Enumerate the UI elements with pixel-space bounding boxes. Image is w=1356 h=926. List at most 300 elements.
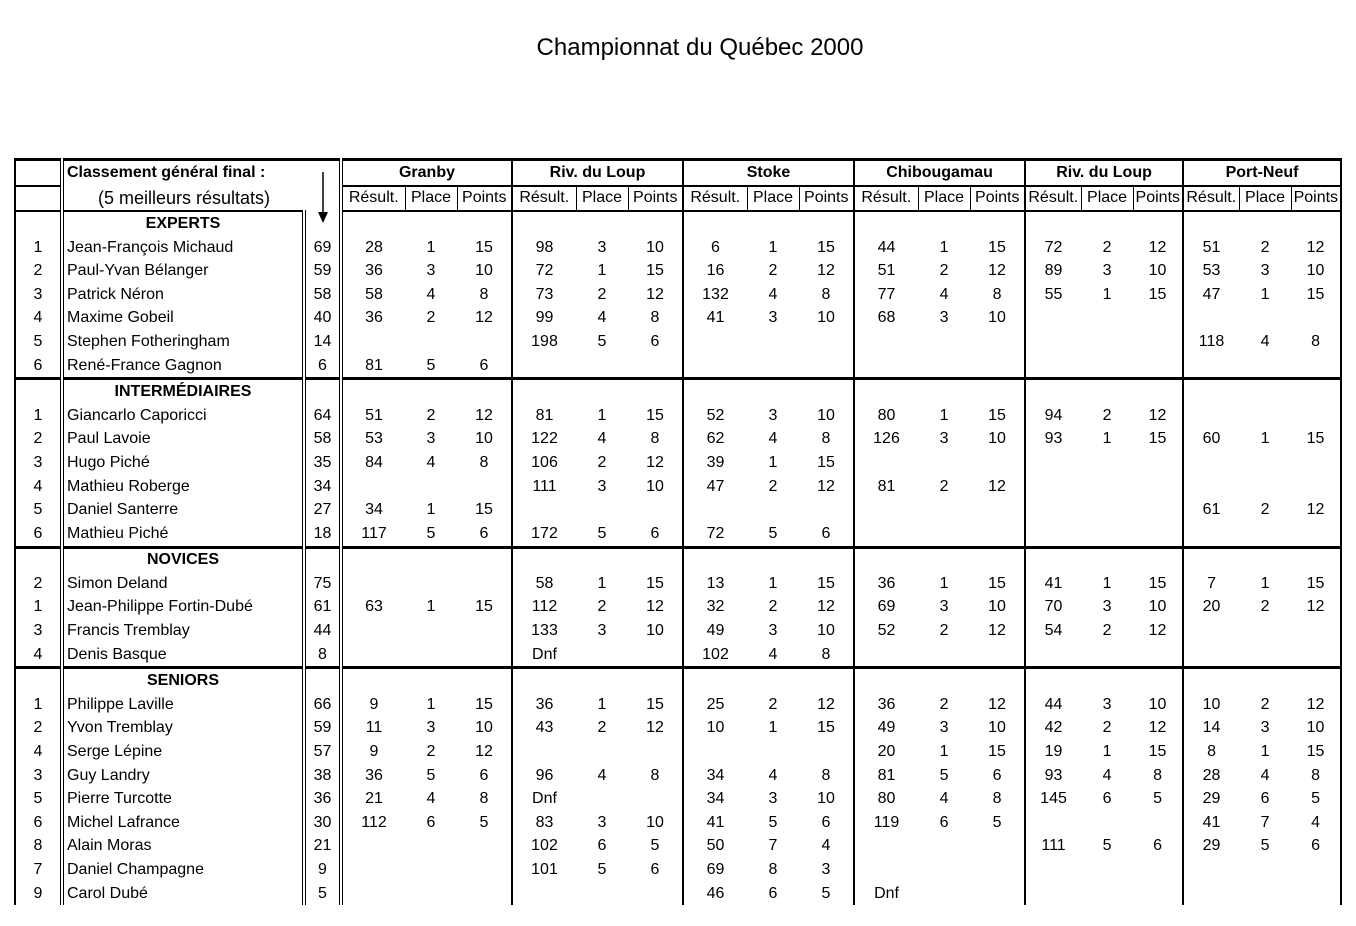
column-subheader: Place bbox=[918, 186, 970, 212]
event-header: Stoke bbox=[683, 160, 854, 186]
place-cell: 3 bbox=[768, 622, 778, 640]
place-cell: 2 bbox=[1260, 238, 1270, 256]
category-blank bbox=[683, 211, 747, 236]
category-blank bbox=[1025, 379, 1081, 404]
points-cell bbox=[1133, 858, 1183, 882]
standings-table bbox=[14, 158, 1342, 905]
category-rank-blank bbox=[15, 668, 62, 693]
total-points: 30 bbox=[313, 813, 332, 831]
result-cell: 98 bbox=[512, 236, 576, 260]
place-cell: 1 bbox=[768, 574, 778, 592]
result-cell: 112 bbox=[341, 811, 405, 835]
place-cell bbox=[1239, 858, 1291, 882]
result-cell: 122 bbox=[512, 428, 576, 452]
place-cell bbox=[747, 740, 799, 764]
points-cell bbox=[1291, 307, 1341, 331]
place-cell bbox=[1239, 882, 1291, 906]
place-cell bbox=[918, 882, 970, 906]
place-cell bbox=[747, 330, 799, 354]
place-cell: 2 bbox=[768, 262, 778, 280]
result-cell bbox=[683, 354, 747, 379]
result-cell bbox=[1025, 522, 1081, 547]
table-row bbox=[15, 404, 1341, 428]
category-blank bbox=[405, 211, 457, 236]
points-cell bbox=[799, 330, 854, 354]
points-cell bbox=[799, 498, 854, 522]
rank-cell: 2 bbox=[15, 572, 62, 596]
points-cell: 15 bbox=[1291, 740, 1341, 764]
category-blank bbox=[341, 211, 405, 236]
points-cell: 15 bbox=[475, 695, 493, 713]
competitor-name: Alain Moras bbox=[62, 835, 304, 859]
place-cell: 2 bbox=[939, 695, 949, 713]
category-blank bbox=[1183, 211, 1239, 236]
column-subheader: Résult. bbox=[683, 186, 747, 212]
result-cell: 10 bbox=[1183, 693, 1239, 717]
points-cell: 8 bbox=[992, 790, 1002, 808]
points-cell bbox=[628, 740, 683, 764]
points-cell: 15 bbox=[646, 695, 664, 713]
result-cell: 34 bbox=[683, 764, 747, 788]
result-cell: 60 bbox=[1183, 428, 1239, 452]
points-cell bbox=[457, 835, 512, 859]
header-row-events bbox=[15, 160, 1341, 186]
result-cell: 28 bbox=[341, 236, 405, 260]
result-cell: 21 bbox=[341, 787, 405, 811]
result-cell bbox=[512, 882, 576, 906]
total-points: 66 bbox=[313, 695, 332, 713]
table-row bbox=[15, 787, 1341, 811]
place-cell: 3 bbox=[1102, 262, 1112, 280]
table-row bbox=[15, 522, 1341, 547]
points-cell: 12 bbox=[646, 285, 664, 303]
place-cell: 1 bbox=[1260, 430, 1270, 448]
result-cell: Dnf bbox=[854, 882, 918, 906]
category-blank bbox=[1183, 668, 1239, 693]
category-blank bbox=[918, 547, 970, 572]
competitor-name: Patrick Néron bbox=[62, 283, 304, 307]
result-cell bbox=[854, 451, 918, 475]
result-cell bbox=[512, 498, 576, 522]
place-cell: 3 bbox=[939, 719, 949, 737]
result-cell: 51 bbox=[341, 404, 405, 428]
result-cell: Dnf bbox=[512, 643, 576, 668]
points-cell: 15 bbox=[988, 406, 1006, 424]
result-cell: 111 bbox=[512, 475, 576, 499]
category-total-blank bbox=[304, 668, 341, 693]
result-cell: 41 bbox=[1183, 811, 1239, 835]
header-rank-blank bbox=[15, 160, 62, 186]
category-blank bbox=[512, 668, 576, 693]
result-cell: 50 bbox=[683, 835, 747, 859]
table-row bbox=[15, 811, 1341, 835]
category-blank bbox=[628, 547, 683, 572]
place-cell bbox=[1081, 882, 1133, 906]
column-subheader: Place bbox=[576, 186, 628, 212]
points-cell: 10 bbox=[646, 622, 664, 640]
result-cell: 14 bbox=[1183, 717, 1239, 741]
result-cell: 68 bbox=[854, 307, 918, 331]
header-total-blank bbox=[304, 160, 341, 186]
place-cell bbox=[1239, 643, 1291, 668]
points-cell: 6 bbox=[479, 356, 489, 374]
rank-cell: 6 bbox=[15, 522, 62, 547]
place-cell bbox=[576, 354, 628, 379]
total-points: 21 bbox=[313, 837, 332, 855]
rank-cell: 9 bbox=[15, 882, 62, 906]
place-cell: 4 bbox=[597, 766, 607, 784]
place-cell: 1 bbox=[939, 406, 949, 424]
category-blank bbox=[628, 211, 683, 236]
result-cell: 58 bbox=[512, 572, 576, 596]
table-row bbox=[15, 498, 1341, 522]
result-cell bbox=[1025, 811, 1081, 835]
category-blank bbox=[1025, 211, 1081, 236]
points-cell: 8 bbox=[479, 285, 489, 303]
points-cell: 12 bbox=[1291, 498, 1341, 522]
result-cell: 49 bbox=[854, 717, 918, 741]
total-points: 6 bbox=[318, 356, 327, 374]
category-heading: INTERMÉDIAIRES bbox=[62, 379, 304, 404]
result-cell: 172 bbox=[512, 522, 576, 547]
result-cell: 10 bbox=[683, 717, 747, 741]
header-total-blank bbox=[304, 186, 341, 212]
place-cell: 3 bbox=[1102, 598, 1112, 616]
points-cell: 6 bbox=[650, 861, 660, 879]
category-blank bbox=[1081, 668, 1133, 693]
result-cell bbox=[341, 475, 405, 499]
result-cell: 20 bbox=[1183, 596, 1239, 620]
points-cell: 6 bbox=[1153, 837, 1162, 855]
result-cell: 80 bbox=[854, 404, 918, 428]
result-cell: Dnf bbox=[512, 787, 576, 811]
place-cell: 1 bbox=[768, 719, 778, 737]
place-cell: 5 bbox=[597, 524, 607, 542]
total-points: 18 bbox=[313, 524, 332, 542]
category-blank bbox=[405, 379, 457, 404]
place-cell bbox=[747, 498, 799, 522]
table-row bbox=[15, 330, 1341, 354]
points-cell: 15 bbox=[475, 598, 493, 616]
category-blank bbox=[970, 668, 1025, 693]
category-blank bbox=[1183, 379, 1239, 404]
category-rank-blank bbox=[15, 547, 62, 572]
result-cell bbox=[683, 498, 747, 522]
result-cell: 43 bbox=[512, 717, 576, 741]
competitor-name: Daniel Santerre bbox=[62, 498, 304, 522]
category-blank bbox=[341, 547, 405, 572]
column-subheader: Place bbox=[1081, 186, 1133, 212]
points-cell: 15 bbox=[988, 238, 1006, 256]
points-cell: 15 bbox=[646, 262, 664, 280]
result-cell bbox=[1025, 858, 1081, 882]
points-cell bbox=[1291, 475, 1341, 499]
column-subheader: Points bbox=[1291, 186, 1341, 212]
points-cell bbox=[799, 354, 854, 379]
result-cell bbox=[1183, 451, 1239, 475]
points-cell: 12 bbox=[988, 622, 1006, 640]
place-cell bbox=[1081, 307, 1133, 331]
place-cell: 2 bbox=[426, 309, 436, 327]
rank-cell: 5 bbox=[15, 330, 62, 354]
category-heading: SENIORS bbox=[62, 668, 304, 693]
total-points: 59 bbox=[313, 719, 332, 737]
category-heading: NOVICES bbox=[62, 547, 304, 572]
category-total-blank bbox=[304, 547, 341, 572]
points-cell bbox=[457, 572, 512, 596]
category-blank bbox=[1291, 668, 1341, 693]
points-cell bbox=[1133, 882, 1183, 906]
place-cell: 1 bbox=[1102, 574, 1112, 592]
points-cell: 8 bbox=[1153, 766, 1162, 784]
points-cell: 10 bbox=[475, 262, 493, 280]
table-row bbox=[15, 835, 1341, 859]
column-subheader: Points bbox=[457, 186, 512, 212]
points-cell: 4 bbox=[821, 837, 831, 855]
category-blank bbox=[1025, 547, 1081, 572]
place-cell: 3 bbox=[1260, 719, 1270, 737]
points-cell bbox=[970, 882, 1025, 906]
points-cell bbox=[628, 354, 683, 379]
place-cell: 1 bbox=[1102, 743, 1112, 761]
result-cell: 70 bbox=[1025, 596, 1081, 620]
place-cell: 3 bbox=[597, 238, 607, 256]
place-cell bbox=[918, 498, 970, 522]
place-cell: 2 bbox=[426, 406, 436, 424]
points-cell: 15 bbox=[1148, 285, 1167, 303]
result-cell: 9 bbox=[341, 740, 405, 764]
category-blank bbox=[747, 547, 799, 572]
category-blank bbox=[799, 668, 854, 693]
place-cell: 4 bbox=[1260, 766, 1270, 784]
points-cell: 10 bbox=[817, 622, 835, 640]
classement-label: Classement général final : bbox=[62, 160, 304, 186]
place-cell bbox=[918, 354, 970, 379]
category-blank bbox=[1081, 211, 1133, 236]
place-cell bbox=[405, 330, 457, 354]
points-cell: 3 bbox=[821, 861, 831, 879]
place-cell: 2 bbox=[939, 477, 949, 495]
total-points: 59 bbox=[313, 262, 332, 280]
result-cell: 106 bbox=[512, 451, 576, 475]
result-cell: 126 bbox=[854, 428, 918, 452]
points-cell: 10 bbox=[646, 813, 664, 831]
place-cell: 4 bbox=[768, 430, 778, 448]
points-cell: 6 bbox=[821, 813, 831, 831]
category-blank bbox=[341, 379, 405, 404]
competitor-name: Maxime Gobeil bbox=[62, 307, 304, 331]
place-cell: 1 bbox=[1102, 285, 1112, 303]
category-blank bbox=[854, 668, 918, 693]
result-cell bbox=[1183, 643, 1239, 668]
result-cell: 72 bbox=[683, 522, 747, 547]
table-row bbox=[15, 643, 1341, 668]
points-cell: 8 bbox=[1291, 330, 1341, 354]
table-row bbox=[15, 882, 1341, 906]
place-cell bbox=[918, 451, 970, 475]
total-points: 61 bbox=[313, 598, 332, 616]
column-subheader: Points bbox=[628, 186, 683, 212]
column-subheader: Résult. bbox=[512, 186, 576, 212]
points-cell: 10 bbox=[817, 790, 835, 808]
points-cell: 15 bbox=[475, 238, 493, 256]
table-row bbox=[15, 236, 1341, 260]
points-cell: 10 bbox=[475, 719, 493, 737]
place-cell: 1 bbox=[597, 262, 607, 280]
points-cell: 15 bbox=[1291, 283, 1341, 307]
result-cell: 62 bbox=[683, 428, 747, 452]
category-blank bbox=[1133, 668, 1183, 693]
place-cell: 2 bbox=[768, 598, 778, 616]
result-cell: 63 bbox=[341, 596, 405, 620]
result-cell bbox=[341, 572, 405, 596]
result-cell bbox=[854, 498, 918, 522]
result-cell bbox=[1183, 619, 1239, 643]
result-cell: 55 bbox=[1025, 283, 1081, 307]
result-cell: 36 bbox=[341, 764, 405, 788]
category-blank bbox=[918, 668, 970, 693]
total-points: 35 bbox=[313, 453, 332, 471]
points-cell: 15 bbox=[1291, 428, 1341, 452]
rank-cell: 8 bbox=[15, 835, 62, 859]
total-points: 64 bbox=[313, 406, 332, 424]
category-blank bbox=[1291, 547, 1341, 572]
points-cell: 8 bbox=[821, 766, 831, 784]
total-points: 34 bbox=[313, 477, 332, 495]
table-row bbox=[15, 259, 1341, 283]
points-cell: 12 bbox=[1291, 236, 1341, 260]
result-cell bbox=[683, 330, 747, 354]
category-row bbox=[15, 379, 1341, 404]
event-header: Granby bbox=[341, 160, 512, 186]
result-cell bbox=[1183, 307, 1239, 331]
place-cell: 1 bbox=[426, 238, 436, 256]
result-cell: 29 bbox=[1183, 835, 1239, 859]
points-cell bbox=[799, 740, 854, 764]
points-cell: 8 bbox=[650, 430, 660, 448]
category-blank bbox=[341, 668, 405, 693]
result-cell: 101 bbox=[512, 858, 576, 882]
place-cell: 2 bbox=[939, 262, 949, 280]
competitor-name: Yvon Tremblay bbox=[62, 717, 304, 741]
place-cell: 4 bbox=[426, 285, 436, 303]
points-cell bbox=[1291, 882, 1341, 906]
points-cell bbox=[628, 498, 683, 522]
place-cell bbox=[918, 330, 970, 354]
place-cell bbox=[576, 882, 628, 906]
competitor-name: Michel Lafrance bbox=[62, 811, 304, 835]
category-blank bbox=[457, 668, 512, 693]
place-cell bbox=[918, 522, 970, 547]
rank-cell: 3 bbox=[15, 283, 62, 307]
points-cell bbox=[970, 835, 1025, 859]
place-cell: 2 bbox=[597, 598, 607, 616]
place-cell: 7 bbox=[768, 837, 778, 855]
points-cell bbox=[628, 787, 683, 811]
category-blank bbox=[576, 547, 628, 572]
result-cell: 19 bbox=[1025, 740, 1081, 764]
points-cell bbox=[1133, 330, 1183, 354]
result-cell: 36 bbox=[341, 307, 405, 331]
points-cell: 12 bbox=[988, 695, 1006, 713]
table-row bbox=[15, 596, 1341, 620]
place-cell: 5 bbox=[597, 332, 607, 350]
result-cell bbox=[1183, 882, 1239, 906]
rank-cell: 1 bbox=[15, 236, 62, 260]
points-cell bbox=[1291, 619, 1341, 643]
category-blank bbox=[628, 668, 683, 693]
result-cell: 41 bbox=[683, 811, 747, 835]
points-cell: 10 bbox=[475, 430, 493, 448]
place-cell: 1 bbox=[597, 574, 607, 592]
place-cell: 4 bbox=[768, 645, 778, 663]
competitor-name: Paul-Yvan Bélanger bbox=[62, 259, 304, 283]
category-blank bbox=[1133, 547, 1183, 572]
result-cell: 44 bbox=[1025, 693, 1081, 717]
column-subheader: Place bbox=[747, 186, 799, 212]
result-cell: 42 bbox=[1025, 717, 1081, 741]
place-cell bbox=[1239, 475, 1291, 499]
result-cell: 84 bbox=[341, 451, 405, 475]
points-cell: 10 bbox=[817, 406, 835, 424]
result-cell bbox=[1025, 451, 1081, 475]
points-cell bbox=[1133, 643, 1183, 668]
points-cell: 10 bbox=[1148, 598, 1167, 616]
rank-cell: 2 bbox=[15, 717, 62, 741]
points-cell bbox=[457, 882, 512, 906]
result-cell: 81 bbox=[341, 354, 405, 379]
result-cell: 58 bbox=[341, 283, 405, 307]
points-cell bbox=[1291, 354, 1341, 379]
rank-cell: 3 bbox=[15, 764, 62, 788]
page-title: Championnat du Québec 2000 bbox=[536, 34, 864, 61]
place-cell: 3 bbox=[426, 430, 436, 448]
result-cell: 81 bbox=[854, 475, 918, 499]
points-cell: 10 bbox=[1291, 717, 1341, 741]
category-blank bbox=[1025, 668, 1081, 693]
place-cell: 4 bbox=[426, 453, 436, 471]
rank-cell: 3 bbox=[15, 451, 62, 475]
result-cell bbox=[683, 740, 747, 764]
points-cell: 10 bbox=[1148, 262, 1167, 280]
rank-cell: 4 bbox=[15, 475, 62, 499]
place-cell: 5 bbox=[426, 356, 436, 374]
points-cell: 6 bbox=[650, 524, 660, 542]
place-cell bbox=[1081, 811, 1133, 835]
result-cell: 198 bbox=[512, 330, 576, 354]
total-points: 58 bbox=[313, 285, 332, 303]
total-points: 57 bbox=[313, 743, 332, 761]
category-blank bbox=[1291, 211, 1341, 236]
place-cell: 3 bbox=[939, 598, 949, 616]
points-cell: 15 bbox=[1148, 743, 1167, 761]
result-cell: 99 bbox=[512, 307, 576, 331]
category-total-blank bbox=[304, 379, 341, 404]
place-cell: 3 bbox=[939, 309, 949, 327]
category-blank bbox=[747, 211, 799, 236]
place-cell bbox=[1239, 354, 1291, 379]
place-cell: 2 bbox=[426, 743, 436, 761]
competitor-name: Pierre Turcotte bbox=[62, 787, 304, 811]
points-cell bbox=[628, 643, 683, 668]
place-cell: 4 bbox=[426, 790, 436, 808]
result-cell bbox=[1183, 354, 1239, 379]
result-cell bbox=[854, 330, 918, 354]
points-cell: 8 bbox=[650, 309, 660, 327]
total-points: 38 bbox=[313, 766, 332, 784]
points-cell: 12 bbox=[988, 262, 1006, 280]
place-cell: 1 bbox=[939, 238, 949, 256]
